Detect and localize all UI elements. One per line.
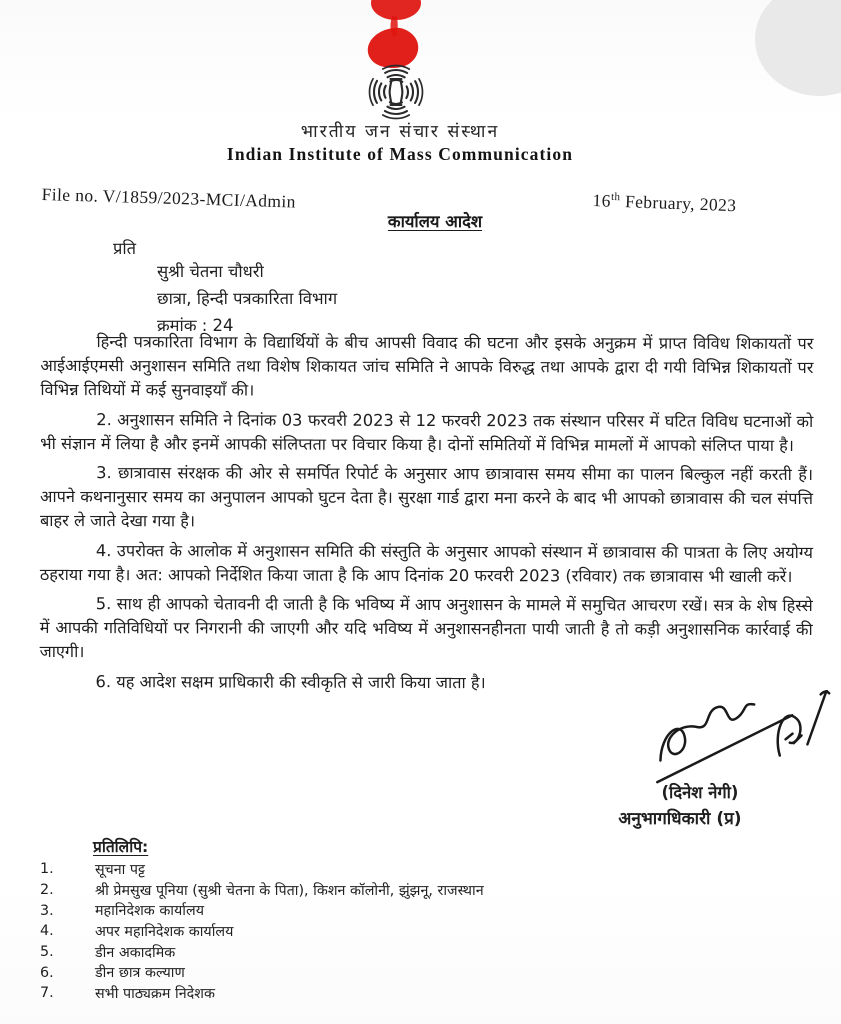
red-seal-icon (368, 0, 421, 68)
copy-item (40, 983, 484, 1004)
copy-item-number: 3. (40, 902, 54, 919)
copy-item-text: श्री प्रेमसुख पूनिया (सुश्री चेतना के पिता), किशन कॉलोनी, झुंझनू, राजस्थान (95, 882, 484, 899)
scan-corner-artifact (755, 0, 841, 96)
signature-scrawl-icon (645, 690, 837, 788)
order-paragraph-3: 3. छात्रावास संरक्षक की ओर से समर्पित रिपोर्ट के अनुसार आप छात्रावास समय सीमा का पालन बिल्कुल नहीं करती हैं। आपने कथनानुसार समय का अनुपालन आपको घुटन देता है। सुरक्षा गार्ड द्वारा मना करने के बाद भी आपको छात्रावास की चल संपत्ति बाहर ले जाते देखा गया है। (39, 463, 814, 531)
copy-item-number: 2. (40, 882, 54, 899)
copy-item (40, 900, 484, 921)
salutation: प्रति (113, 239, 137, 258)
file-number: File no. V/1859/2023-MCI/Admin (41, 184, 297, 212)
copy-item-text: अपर महानिदेशक कार्यालय (95, 923, 234, 940)
date-ordinal: th (611, 190, 621, 204)
date-day: 16 (592, 190, 612, 211)
signatory-title: अनुभागधिकारी (प्र) (618, 809, 742, 829)
order-paragraph-2: 2. अनुशासन समिति ने दिनांक 03 फरवरी 2023 से 12 फरवरी 2023 तक संस्थान परिसर में घटित विविध घटनाओं को भी संज्ञान में लिया है और इनमें आपकी संलिप्तता पर विचार किया है। दोनों समितियों में विभिन्न मामलों में आपको संलिप्त पाया है। (40, 409, 814, 455)
copy-item-text: डीन छात्र कल्याण (95, 965, 185, 982)
copy-item (40, 921, 484, 942)
copy-item (40, 962, 484, 983)
order-paragraph-1: हिन्दी पत्रकारिता विभाग के विद्यार्थियों के बीच आपसी विवाद की घटना और इसके अनुक्रम में प्राप्त विविध शिकायतों पर आईआईएमसी अनुशासन समिति तथा विशेष शिकायत जांच समिति ने आपके विरुद्ध तथा आपके द्वारा दी गयी विभिन्न शिकायतों पर विभिन्न तिथियों में कई सुनवाइयाँ की। (40, 332, 814, 400)
institute-name-hindi: भारतीय जन संचार संस्थान (300, 122, 500, 142)
copy-item-text: सूचना पट्ट (95, 861, 146, 878)
recipient-name: सुश्री चेतना चौधरी (157, 262, 264, 281)
copies-heading: प्रतिलिपि: (93, 838, 149, 856)
copy-item-text: सभी पाठ्यक्रम निदेशक (95, 985, 215, 1002)
order-paragraph-6: 6. यह आदेश सक्षम प्राधिकारी की स्वीकृति से जारी किया जाता है। (95, 671, 486, 692)
copy-item-number: 7. (40, 985, 54, 1002)
copy-item (40, 859, 484, 880)
subject-office-order: कार्यालय आदेश (387, 212, 483, 231)
date-rest: February, 2023 (624, 191, 737, 216)
recipient-roll-number: क्रमांक : 24 (157, 316, 234, 335)
letter-body (40, 330, 814, 701)
signatory-name: (दिनेश नेगी) (661, 783, 739, 802)
copy-item (40, 880, 484, 901)
emblem-icon (370, 66, 423, 119)
order-paragraph-5: 5. साथ ही आपको चेतावनी दी जाती है कि भविष्य में आप अनुशासन के मामले में समुचित आचरण रखें। सत्र के शेष हिस्से में आपकी गतिविधियों पर निगरानी की जाएगी और यदि भविष्य में अनुशासनहीनता पायी जाती है तो कड़ी अनुशासनिक कार्रवाई की जाएगी। (39, 594, 813, 662)
iimc-logo-icon (350, 0, 442, 128)
recipient-block (157, 258, 337, 339)
copy-item (40, 942, 484, 963)
copy-item-text: डीन अकादमिक (95, 944, 176, 961)
order-paragraph-4: 4. उपरोक्त के आलोक में अनुशासन समिति की संस्तुति के अनुसार आपको संस्थान में छात्रावास की पात्रता के लिए अयोग्य ठहराया गया है। अत: आपको निर्देशित किया जाता है कि आप दिनांक 20 फरवरी 2023 (रविवार) तक छात्रावास भी खाली करें। (39, 540, 813, 586)
copy-item-number: 5. (40, 944, 54, 961)
copy-item-text: महानिदेशक कार्यालय (95, 903, 204, 920)
copy-item-number: 4. (40, 923, 54, 940)
copy-item-number: 6. (40, 964, 54, 981)
institute-name-english: Indian Institute of Mass Communication (226, 144, 574, 164)
recipient-designation: छात्रा, हिन्दी पत्रकारिता विभाग (157, 289, 338, 308)
copy-item-number: 1. (40, 861, 54, 878)
copies-list (40, 859, 484, 1004)
